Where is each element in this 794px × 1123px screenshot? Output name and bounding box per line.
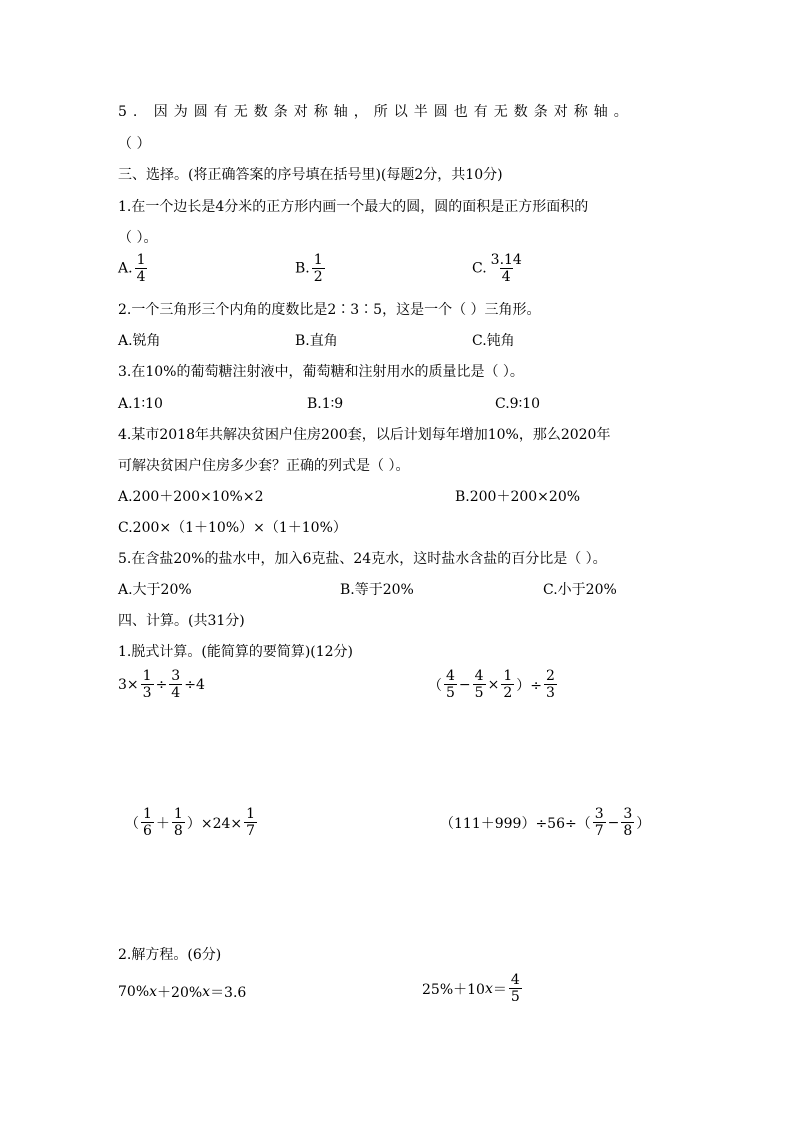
tf-question-5-blank: （ ） bbox=[118, 136, 151, 152]
mc-question-4-line2: 可解决贫困户住房多少套？正确的列式是（ ）。 bbox=[118, 458, 410, 474]
calc-expression-1: 3× $\frac{1}{3}$ ÷ $\frac{3}{4}$ ÷4 bbox=[118, 668, 205, 701]
calc-expression-4: （111＋999）÷56÷（ $\frac{3}{7}$ − $\frac{3}{8}$ ） bbox=[440, 806, 651, 839]
mc-q3-option-c: C.9∶10 bbox=[495, 396, 541, 412]
equation-2: 25%＋10 x ＝ $\frac{4}{5}$ bbox=[422, 972, 520, 1005]
mc-question-5: 5.在含盐20%的盐水中，加入6克盐、24克水，这时盐水含盐的百分比是（ ）。 bbox=[118, 551, 607, 567]
mc-q5-option-a: A.大于20% bbox=[118, 582, 192, 598]
mc-q1-option-b: B. $\frac{1}{2}$ bbox=[295, 252, 323, 285]
mc-q3-option-a: A.1∶10 bbox=[118, 396, 163, 412]
mc-q5-option-b: B.等于20% bbox=[340, 582, 414, 598]
mc-q4-option-c: C.200×（1＋10%）×（1＋10%） bbox=[118, 520, 347, 536]
calc-part-2-heading: 2.解方程。(6分) bbox=[118, 947, 222, 963]
mc-question-3: 3.在10%的葡萄糖注射液中，葡萄糖和注射用水的质量比是（ ）。 bbox=[118, 364, 524, 380]
calc-part-1-heading: 1.脱式计算。(能简算的要简算)(12分) bbox=[118, 644, 354, 660]
mc-question-4-line1: 4.某市2018年共解决贫困户住房200套，以后计划每年增加10%，那么2020年 bbox=[118, 427, 611, 443]
mc-q4-option-b: B.200＋200×20% bbox=[455, 489, 581, 505]
mc-q1-option-c: C. $\frac{3.14}{4}$ bbox=[472, 252, 522, 285]
mc-q2-option-a: A.锐角 bbox=[118, 333, 161, 349]
section-4-heading: 四、计算。(共31分) bbox=[118, 613, 245, 629]
mc-q2-option-c: C.钝角 bbox=[472, 333, 515, 349]
mc-question-2: 2.一个三角形三个内角的度数比是2∶3∶5，这是一个（ ）三角形。 bbox=[118, 302, 541, 318]
mc-question-1-blank: （ ）。 bbox=[118, 230, 158, 246]
mc-q1-option-a: A. $\frac{1}{4}$ bbox=[118, 252, 146, 285]
tf-question-5: 5. 因为圆有无数条对称轴，所以半圆也有无数条对称轴。 bbox=[118, 104, 634, 120]
calc-expression-2: （ $\frac{4}{5}$ − $\frac{4}{5}$ × $\frac{1}{2}$ ）÷ $\frac{2}{3}$ bbox=[428, 668, 555, 701]
mc-q2-option-b: B.直角 bbox=[295, 333, 338, 349]
mc-q3-option-b: B.1∶9 bbox=[307, 396, 344, 412]
equation-1: 70% x ＋20% x ＝3.6 bbox=[118, 984, 247, 1001]
section-3-heading: 三、选择。(将正确答案的序号填在括号里)(每题2分，共10分) bbox=[118, 167, 503, 183]
calc-expression-3: （ $\frac{1}{6}$ ＋ $\frac{1}{8}$ ）×24× $\frac{1}{7}$ bbox=[125, 806, 256, 839]
mc-question-1: 1.在一个边长是4分米的正方形内画一个最大的圆，圆的面积是正方形面积的 bbox=[118, 199, 589, 215]
mc-q4-option-a: A.200＋200×10%×2 bbox=[118, 489, 264, 505]
mc-q5-option-c: C.小于20% bbox=[543, 582, 617, 598]
